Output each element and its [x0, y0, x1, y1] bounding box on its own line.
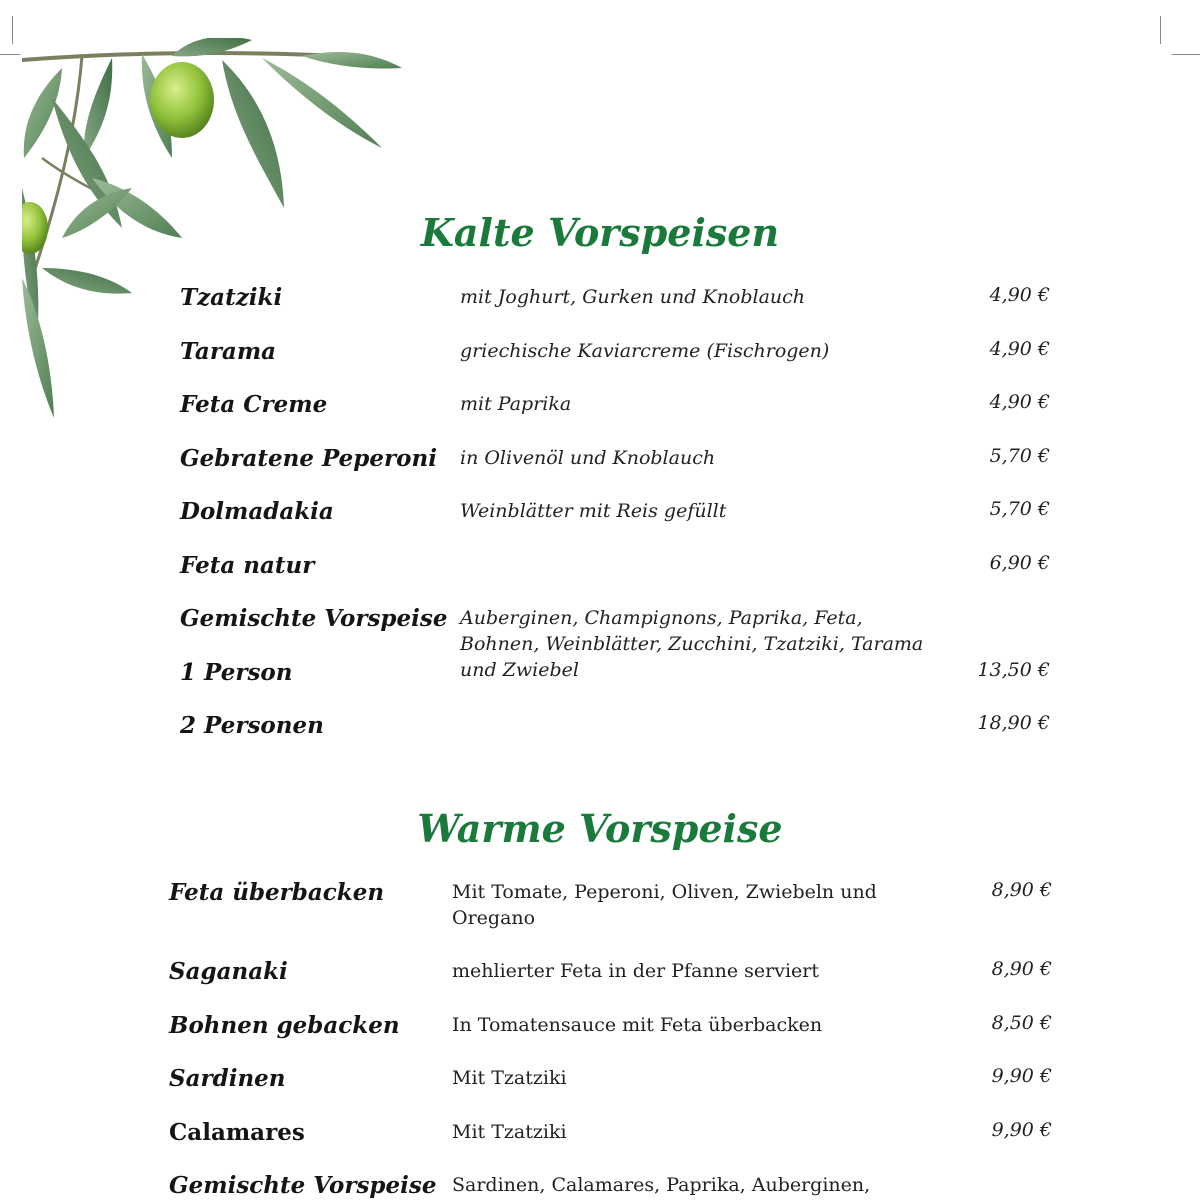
item-description: Auberginen, Champignons, Paprika, Feta, Bohnen, Weinblätter, Zucchini, Tzatziki, Tarama und Zwiebel	[460, 607, 924, 681]
menu-item	[0, 498, 1200, 538]
item-name: Tarama	[180, 338, 277, 365]
crop-mark	[1172, 54, 1200, 55]
item-description: Mit Tzatziki	[452, 1067, 567, 1089]
item-name: 1 Person	[180, 659, 293, 686]
item-name: Bohnen gebacken	[169, 1012, 400, 1039]
item-price: 5,70 €	[989, 445, 1050, 467]
item-description: Mit Tomate, Peperoni, Oliven, Zwiebeln und Oregano	[452, 881, 877, 929]
menu-item	[0, 445, 1200, 485]
item-price: 8,90 €	[991, 879, 1052, 901]
crop-mark	[0, 54, 20, 55]
item-description: mehlierter Feta in der Pfanne serviert	[452, 960, 820, 982]
item-description: Mit Tzatziki	[452, 1121, 567, 1143]
crop-mark	[12, 16, 13, 44]
item-name: Gemischte Vorspeise	[169, 1172, 437, 1199]
item-name: Sardinen	[169, 1065, 286, 1092]
item-price: 18,90 €	[977, 712, 1050, 734]
item-price: 9,90 €	[991, 1065, 1052, 1087]
menu-item	[0, 1172, 1200, 1200]
item-price: 4,90 €	[989, 391, 1050, 413]
menu-item	[0, 712, 1200, 752]
item-description: Sardinen, Calamares, Paprika, Auberginen,	[452, 1174, 871, 1196]
section-title-kalte: Kalte Vorspeisen	[420, 210, 780, 255]
item-name: Feta natur	[180, 552, 315, 579]
item-description: Weinblätter mit Reis gefüllt	[460, 500, 727, 522]
item-price: 9,90 €	[991, 1119, 1052, 1141]
item-description: griechische Kaviarcreme (Fischrogen)	[460, 340, 830, 362]
menu-item	[0, 552, 1200, 592]
item-name: Gemischte Vorspeise	[180, 605, 448, 632]
menu-item	[0, 1065, 1200, 1105]
item-description: mit Joghurt, Gurken und Knoblauch	[460, 286, 806, 308]
crop-mark	[1160, 16, 1161, 44]
item-name: Tzatziki	[180, 284, 283, 311]
menu-item	[0, 879, 1200, 934]
menu-item	[0, 958, 1200, 998]
item-price: 4,90 €	[989, 338, 1050, 360]
item-description: in Olivenöl und Knoblauch	[460, 447, 716, 469]
item-price: 8,50 €	[991, 1012, 1052, 1034]
item-price: 4,90 €	[989, 284, 1050, 306]
section-title-warme: Warme Vorspeise	[417, 806, 783, 851]
menu-item	[0, 391, 1200, 431]
item-description: mit Paprika	[460, 393, 572, 415]
item-name: Calamares	[169, 1119, 305, 1146]
item-name: Dolmadakia	[180, 498, 334, 525]
item-name: Saganaki	[169, 958, 288, 985]
item-price: 6,90 €	[989, 552, 1050, 574]
item-name: Gebratene Peperoni	[180, 445, 437, 472]
item-price: 8,90 €	[991, 958, 1052, 980]
item-price: 13,50 €	[977, 659, 1050, 681]
menu-item	[0, 659, 1200, 699]
item-description: In Tomatensauce mit Feta überbacken	[452, 1014, 823, 1036]
item-name: 2 Personen	[180, 712, 324, 739]
menu-item	[0, 338, 1200, 378]
menu-item	[0, 1119, 1200, 1159]
menu-item	[0, 284, 1200, 324]
item-price: 5,70 €	[989, 498, 1050, 520]
item-name: Feta überbacken	[169, 879, 385, 906]
menu-item	[0, 1012, 1200, 1052]
item-name: Feta Creme	[180, 391, 328, 418]
